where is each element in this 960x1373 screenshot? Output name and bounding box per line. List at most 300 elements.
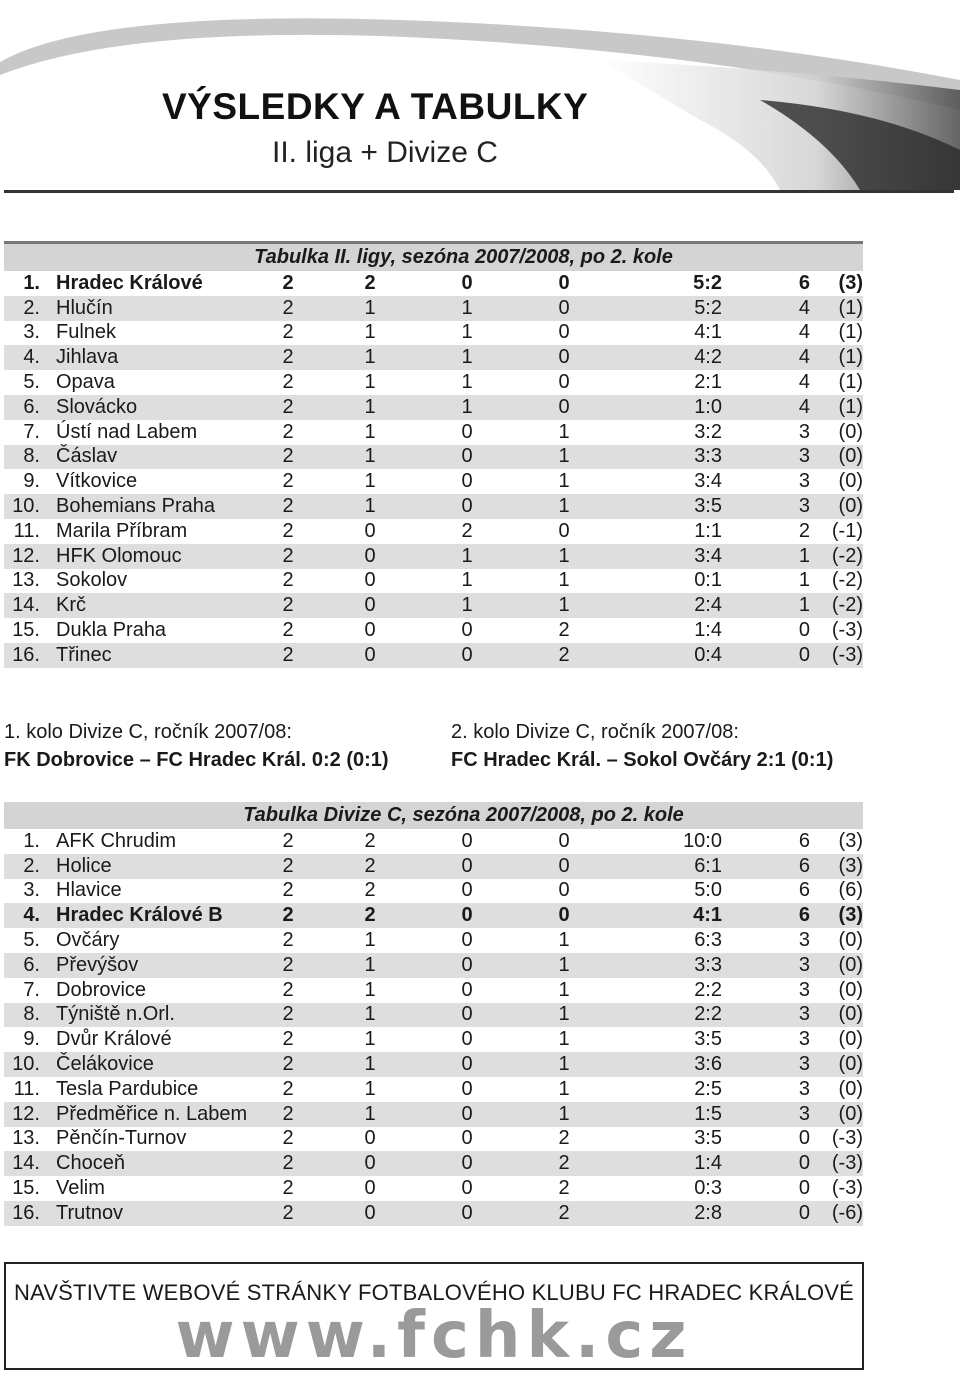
cell-p: 1 — [558, 929, 570, 952]
cell-team: Hradec Králové B — [56, 903, 270, 928]
cell-pos: 16. — [4, 1201, 56, 1226]
cell-r: 0 — [461, 929, 473, 952]
cell-pos: 2. — [4, 296, 56, 321]
cell-score: 2:2 — [628, 1003, 722, 1028]
cell-pos: 5. — [23, 929, 40, 952]
cell-r: 0 — [461, 1028, 473, 1051]
cell-r: 0 — [461, 470, 473, 493]
cell-v: 1 — [306, 345, 434, 370]
cell-team: Fulnek — [56, 321, 117, 344]
table-row — [4, 829, 863, 854]
cell-team: Opava — [56, 371, 115, 394]
cell-bonus: (3) — [838, 271, 863, 294]
cell-pos: 2. — [4, 854, 56, 879]
cell-bonus: (0) — [810, 1102, 863, 1127]
cell-z: 2 — [270, 1052, 306, 1077]
table-row — [4, 643, 863, 668]
cell-team: Dobrovice — [56, 978, 147, 1001]
cell-score: 3:5 — [628, 494, 722, 519]
cell-z: 2 — [270, 593, 306, 618]
cell-pos: 9. — [23, 1028, 40, 1051]
cell-v: 1 — [306, 1003, 434, 1028]
cell-score: 1:4 — [628, 1151, 722, 1176]
cell-bonus: (0) — [838, 1028, 863, 1051]
cell-p: 0 — [500, 395, 628, 420]
cell-r: 1 — [461, 321, 473, 344]
cell-pos: 7. — [23, 420, 40, 443]
cell-pts: 3 — [798, 978, 810, 1001]
cell-score: 3:4 — [628, 544, 722, 569]
cell-p: 1 — [500, 593, 628, 618]
cell-z: 2 — [270, 395, 306, 420]
cell-pts: 0 — [722, 1201, 810, 1226]
cell-z: 2 — [282, 470, 294, 493]
cell-v: 0 — [306, 1151, 434, 1176]
cell-p: 2 — [500, 1151, 628, 1176]
cell-team: Hradec Králové — [56, 271, 203, 294]
cell-p: 0 — [558, 519, 570, 542]
cell-r: 1 — [434, 345, 500, 370]
cell-team: Předměřice n. Labem — [56, 1102, 270, 1127]
cell-score: 3:4 — [694, 470, 722, 493]
cell-v: 1 — [306, 445, 434, 470]
cell-pts: 0 — [722, 643, 810, 668]
cell-team: Vítkovice — [56, 470, 138, 493]
cell-v: 0 — [306, 593, 434, 618]
cell-bonus: (1) — [810, 395, 863, 420]
cell-p: 1 — [500, 544, 628, 569]
cell-z: 2 — [282, 321, 294, 344]
cell-team: Marila Příbram — [56, 519, 188, 542]
cell-pos: 13. — [12, 569, 40, 592]
cell-score: 4:2 — [628, 345, 722, 370]
table-row — [4, 296, 863, 321]
cell-pos: 1. — [23, 271, 40, 294]
cell-pts: 4 — [798, 321, 810, 344]
cell-score: 10:0 — [683, 829, 722, 852]
cell-pts: 0 — [722, 1151, 810, 1176]
cell-r: 0 — [461, 829, 473, 852]
cell-score: 6:1 — [628, 854, 722, 879]
cell-team: Čelákovice — [56, 1052, 270, 1077]
cell-score: 2:1 — [694, 371, 722, 394]
round1-result — [4, 718, 389, 774]
cell-r: 0 — [434, 494, 500, 519]
divize-table — [4, 802, 863, 1226]
cell-pts: 4 — [798, 371, 810, 394]
cell-z: 2 — [282, 569, 294, 592]
cell-pts: 3 — [798, 420, 810, 443]
cell-p: 2 — [558, 619, 570, 642]
table-row — [4, 544, 863, 569]
round2-label: 2. kolo Divize C, ročník 2007/08: — [451, 721, 739, 743]
cell-z: 2 — [270, 544, 306, 569]
table-row — [4, 569, 863, 594]
table-row — [4, 370, 863, 395]
cell-v: 0 — [364, 1177, 376, 1200]
cell-bonus: (1) — [838, 321, 863, 344]
cell-bonus: (3) — [838, 829, 863, 852]
cell-z: 2 — [270, 953, 306, 978]
cell-pts: 4 — [722, 345, 810, 370]
cell-v: 1 — [306, 953, 434, 978]
cell-score: 1:1 — [694, 519, 722, 542]
website-link[interactable]: www.fchk.cz — [175, 1299, 693, 1373]
cell-pos: 7. — [23, 978, 40, 1001]
header-divider — [4, 190, 954, 193]
table-row — [4, 321, 863, 346]
cell-pts: 6 — [798, 271, 810, 294]
cell-r: 1 — [434, 296, 500, 321]
cell-team: Ústí nad Labem — [56, 420, 198, 443]
cell-z: 2 — [270, 445, 306, 470]
cell-v: 1 — [306, 395, 434, 420]
cell-pts: 1 — [722, 544, 810, 569]
cell-pts: 3 — [722, 1003, 810, 1028]
cell-r: 0 — [434, 1052, 500, 1077]
cell-pts: 3 — [798, 1077, 810, 1100]
cell-z: 2 — [270, 494, 306, 519]
cell-bonus: (0) — [810, 445, 863, 470]
cell-pts: 3 — [722, 1052, 810, 1077]
cell-p: 2 — [500, 643, 628, 668]
cell-v: 1 — [364, 978, 376, 1001]
cell-z: 2 — [270, 1003, 306, 1028]
cell-r: 0 — [434, 643, 500, 668]
cell-r: 0 — [434, 1003, 500, 1028]
cell-bonus: (1) — [810, 296, 863, 321]
cell-r: 2 — [461, 519, 473, 542]
cell-pos: 10. — [4, 1052, 56, 1077]
cell-team: Ovčáry — [56, 929, 120, 952]
table-row — [4, 469, 863, 494]
table-row — [4, 1077, 863, 1102]
table-row — [4, 953, 863, 978]
cell-pos: 15. — [12, 619, 40, 642]
cell-v: 0 — [306, 643, 434, 668]
table-row — [4, 1127, 863, 1152]
league-table — [4, 241, 863, 668]
cell-z: 2 — [270, 1201, 306, 1226]
cell-v: 1 — [306, 1102, 434, 1127]
table-row — [4, 593, 863, 618]
cell-r: 0 — [461, 619, 473, 642]
cell-z: 2 — [270, 903, 306, 928]
cell-bonus: (0) — [838, 420, 863, 443]
cell-pts: 0 — [798, 619, 810, 642]
cell-bonus: (3) — [810, 854, 863, 879]
cell-v: 0 — [306, 1201, 434, 1226]
table-row — [4, 618, 863, 643]
cell-team: Hlučín — [56, 296, 270, 321]
cell-z: 2 — [270, 1151, 306, 1176]
cell-pts: 3 — [798, 929, 810, 952]
table-row — [4, 345, 863, 370]
cell-p: 0 — [500, 854, 628, 879]
cell-p: 1 — [500, 1052, 628, 1077]
cell-pts: 3 — [722, 494, 810, 519]
cell-score: 4:1 — [694, 321, 722, 344]
cell-team: Tesla Pardubice — [56, 1077, 199, 1100]
cell-pos: 4. — [4, 903, 56, 928]
cell-pos: 13. — [12, 1127, 40, 1150]
cell-r: 0 — [434, 854, 500, 879]
cell-v: 0 — [364, 569, 376, 592]
cell-z: 2 — [270, 345, 306, 370]
cell-v: 2 — [306, 854, 434, 879]
cell-team: Třinec — [56, 643, 270, 668]
cell-v: 2 — [364, 879, 376, 902]
cell-team: Sokolov — [56, 569, 128, 592]
cell-pos: 12. — [4, 544, 56, 569]
cell-pos: 12. — [4, 1102, 56, 1127]
cell-p: 0 — [558, 829, 570, 852]
cell-z: 2 — [270, 643, 306, 668]
cell-pos: 3. — [23, 879, 40, 902]
cell-bonus: (-2) — [831, 569, 863, 592]
round2-match: FC Hradec Král. – Sokol Ovčáry 2:1 (0:1) — [451, 749, 834, 771]
cell-p: 0 — [558, 321, 570, 344]
cell-p: 1 — [558, 569, 570, 592]
cell-pos: 4. — [4, 345, 56, 370]
cell-pts: 6 — [798, 829, 810, 852]
cell-score: 1:5 — [628, 1102, 722, 1127]
page-title: VÝSLEDKY A TABULKY — [162, 86, 589, 127]
cell-score: 1:0 — [628, 395, 722, 420]
cell-z: 2 — [282, 420, 294, 443]
table-row — [4, 1027, 863, 1052]
cell-bonus: (-3) — [831, 619, 863, 642]
table-row — [4, 978, 863, 1003]
cell-team: AFK Chrudim — [56, 829, 177, 852]
cell-z: 2 — [282, 271, 294, 294]
cell-score: 3:3 — [628, 445, 722, 470]
league-table-caption: Tabulka II. ligy, sezóna 2007/2008, po 2. kole — [4, 241, 863, 271]
cell-r: 0 — [461, 420, 473, 443]
cell-score: 5:2 — [693, 271, 722, 294]
cell-r: 0 — [434, 1151, 500, 1176]
cell-pos: 6. — [4, 395, 56, 420]
cell-team: Bohemians Praha — [56, 494, 270, 519]
cell-score: 2:2 — [694, 978, 722, 1001]
cell-score: 2:8 — [628, 1201, 722, 1226]
table-row — [4, 1201, 863, 1226]
table-row — [4, 903, 863, 928]
cell-score: 6:3 — [694, 929, 722, 952]
cell-p: 1 — [500, 494, 628, 519]
cell-pos: 10. — [4, 494, 56, 519]
cell-pts: 1 — [722, 593, 810, 618]
cell-z: 2 — [282, 1077, 294, 1100]
table-row — [4, 519, 863, 544]
cell-p: 0 — [500, 296, 628, 321]
table-row — [4, 1052, 863, 1077]
cell-p: 2 — [558, 1127, 570, 1150]
cell-pos: 8. — [4, 445, 56, 470]
table-row — [4, 1176, 863, 1201]
cell-v: 1 — [364, 1028, 376, 1051]
cell-score: 0:3 — [694, 1177, 722, 1200]
cell-pos: 9. — [23, 470, 40, 493]
cell-r: 0 — [461, 879, 473, 902]
cell-score: 3:6 — [628, 1052, 722, 1077]
cell-r: 0 — [461, 978, 473, 1001]
cell-pos: 16. — [4, 643, 56, 668]
table-row — [4, 1003, 863, 1028]
cell-pts: 3 — [798, 1028, 810, 1051]
cell-bonus: (0) — [810, 494, 863, 519]
cell-pos: 11. — [13, 519, 40, 542]
table-row — [4, 420, 863, 445]
cell-r: 0 — [461, 1127, 473, 1150]
cell-v: 0 — [306, 544, 434, 569]
cell-team: Velim — [56, 1177, 105, 1200]
cell-pts: 3 — [722, 445, 810, 470]
cell-p: 1 — [558, 1077, 570, 1100]
cell-score: 3:5 — [694, 1028, 722, 1051]
round1-match: FK Dobrovice – FC Hradec Král. 0:2 (0:1) — [4, 749, 389, 771]
cell-score: 3:2 — [694, 420, 722, 443]
cell-pos: 14. — [4, 593, 56, 618]
cell-pos: 11. — [13, 1077, 40, 1100]
cell-p: 0 — [558, 371, 570, 394]
cell-pts: 0 — [798, 1177, 810, 1200]
cell-score: 1:4 — [694, 619, 722, 642]
cell-z: 2 — [282, 371, 294, 394]
cell-team: HFK Olomouc — [56, 544, 270, 569]
cell-z: 2 — [282, 619, 294, 642]
cell-score: 3:5 — [694, 1127, 722, 1150]
cell-score: 5:0 — [694, 879, 722, 902]
cell-p: 0 — [558, 879, 570, 902]
cell-z: 2 — [282, 1028, 294, 1051]
cell-pts: 0 — [798, 1127, 810, 1150]
cell-bonus: (1) — [810, 345, 863, 370]
cell-r: 0 — [434, 1102, 500, 1127]
cell-bonus: (0) — [838, 470, 863, 493]
cell-r: 1 — [434, 544, 500, 569]
cell-team: Hlavice — [56, 879, 122, 902]
cell-bonus: (-3) — [831, 1177, 863, 1200]
cell-r: 1 — [434, 593, 500, 618]
cell-team: Slovácko — [56, 395, 270, 420]
cell-z: 2 — [282, 829, 294, 852]
cell-team: Týniště n.Orl. — [56, 1003, 270, 1028]
cell-team: Převýšov — [56, 953, 270, 978]
cell-z: 2 — [282, 879, 294, 902]
cell-bonus: (-3) — [810, 643, 863, 668]
cell-pts: 1 — [798, 569, 810, 592]
cell-team: Holice — [56, 854, 270, 879]
cell-r: 0 — [434, 953, 500, 978]
cell-pts: 6 — [722, 903, 810, 928]
cell-pos: 14. — [4, 1151, 56, 1176]
cell-v: 0 — [364, 619, 376, 642]
cell-pos: 3. — [23, 321, 40, 344]
cell-score: 3:3 — [628, 953, 722, 978]
cell-team: Trutnov — [56, 1201, 270, 1226]
table-row — [4, 1151, 863, 1176]
cell-p: 2 — [558, 1177, 570, 1200]
cell-r: 0 — [434, 903, 500, 928]
cell-r: 1 — [461, 569, 473, 592]
round2-result — [451, 718, 833, 774]
page-subtitle: II. liga + Divize C — [272, 136, 498, 169]
cell-p: 1 — [558, 978, 570, 1001]
table-row — [4, 494, 863, 519]
cell-r: 0 — [461, 1177, 473, 1200]
divize-table-caption: Tabulka Divize C, sezóna 2007/2008, po 2. kole — [4, 802, 863, 829]
cell-bonus: (0) — [810, 953, 863, 978]
cell-pos: 6. — [4, 953, 56, 978]
cell-bonus: (-3) — [810, 1151, 863, 1176]
cell-bonus: (0) — [838, 929, 863, 952]
cell-v: 1 — [306, 494, 434, 519]
cell-team: Jihlava — [56, 345, 270, 370]
table-row — [4, 395, 863, 420]
cell-pts: 4 — [722, 395, 810, 420]
cell-score: 2:5 — [694, 1077, 722, 1100]
cell-pts: 2 — [798, 519, 810, 542]
cell-v: 1 — [306, 1052, 434, 1077]
cell-bonus: (-3) — [831, 1127, 863, 1150]
cell-p: 0 — [500, 903, 628, 928]
cell-bonus: (0) — [838, 978, 863, 1001]
cell-r: 1 — [461, 371, 473, 394]
promo-text: NAVŠTIVTE WEBOVÉ STRÁNKY FOTBALOVÉHO KLUBU FC HRADEC KRÁLOVÉ — [13, 1280, 855, 1305]
cell-v: 2 — [364, 829, 376, 852]
cell-p: 0 — [558, 271, 570, 294]
cell-z: 2 — [282, 1177, 294, 1200]
cell-team: Choceň — [56, 1151, 270, 1176]
cell-pts: 4 — [722, 296, 810, 321]
table-row — [4, 854, 863, 879]
cell-z: 2 — [270, 296, 306, 321]
cell-p: 1 — [558, 1028, 570, 1051]
cell-r: 0 — [461, 1077, 473, 1100]
cell-v: 2 — [306, 903, 434, 928]
cell-v: 1 — [364, 371, 376, 394]
cell-score: 2:4 — [628, 593, 722, 618]
cell-team: Čáslav — [56, 445, 270, 470]
cell-bonus: (-1) — [831, 519, 863, 542]
cell-pos: 1. — [23, 829, 40, 852]
table-row — [4, 445, 863, 470]
cell-score: 5:2 — [628, 296, 722, 321]
cell-team: Pěnčín-Turnov — [56, 1127, 187, 1150]
table-row — [4, 928, 863, 953]
cell-z: 2 — [282, 929, 294, 952]
cell-v: 1 — [364, 420, 376, 443]
cell-p: 1 — [558, 470, 570, 493]
cell-z: 2 — [282, 1127, 294, 1150]
cell-v: 1 — [364, 470, 376, 493]
cell-team: Krč — [56, 593, 270, 618]
cell-r: 1 — [434, 395, 500, 420]
cell-bonus: (0) — [838, 1077, 863, 1100]
round1-label: 1. kolo Divize C, ročník 2007/08: — [4, 721, 292, 743]
cell-bonus: (-6) — [810, 1201, 863, 1226]
cell-z: 2 — [282, 978, 294, 1001]
cell-v: 0 — [364, 519, 376, 542]
cell-score: 4:1 — [628, 903, 722, 928]
cell-r: 0 — [434, 1201, 500, 1226]
cell-p: 1 — [500, 953, 628, 978]
cell-v: 1 — [306, 296, 434, 321]
cell-p: 1 — [500, 445, 628, 470]
website-promo-box — [4, 1262, 864, 1373]
cell-pts: 6 — [798, 879, 810, 902]
